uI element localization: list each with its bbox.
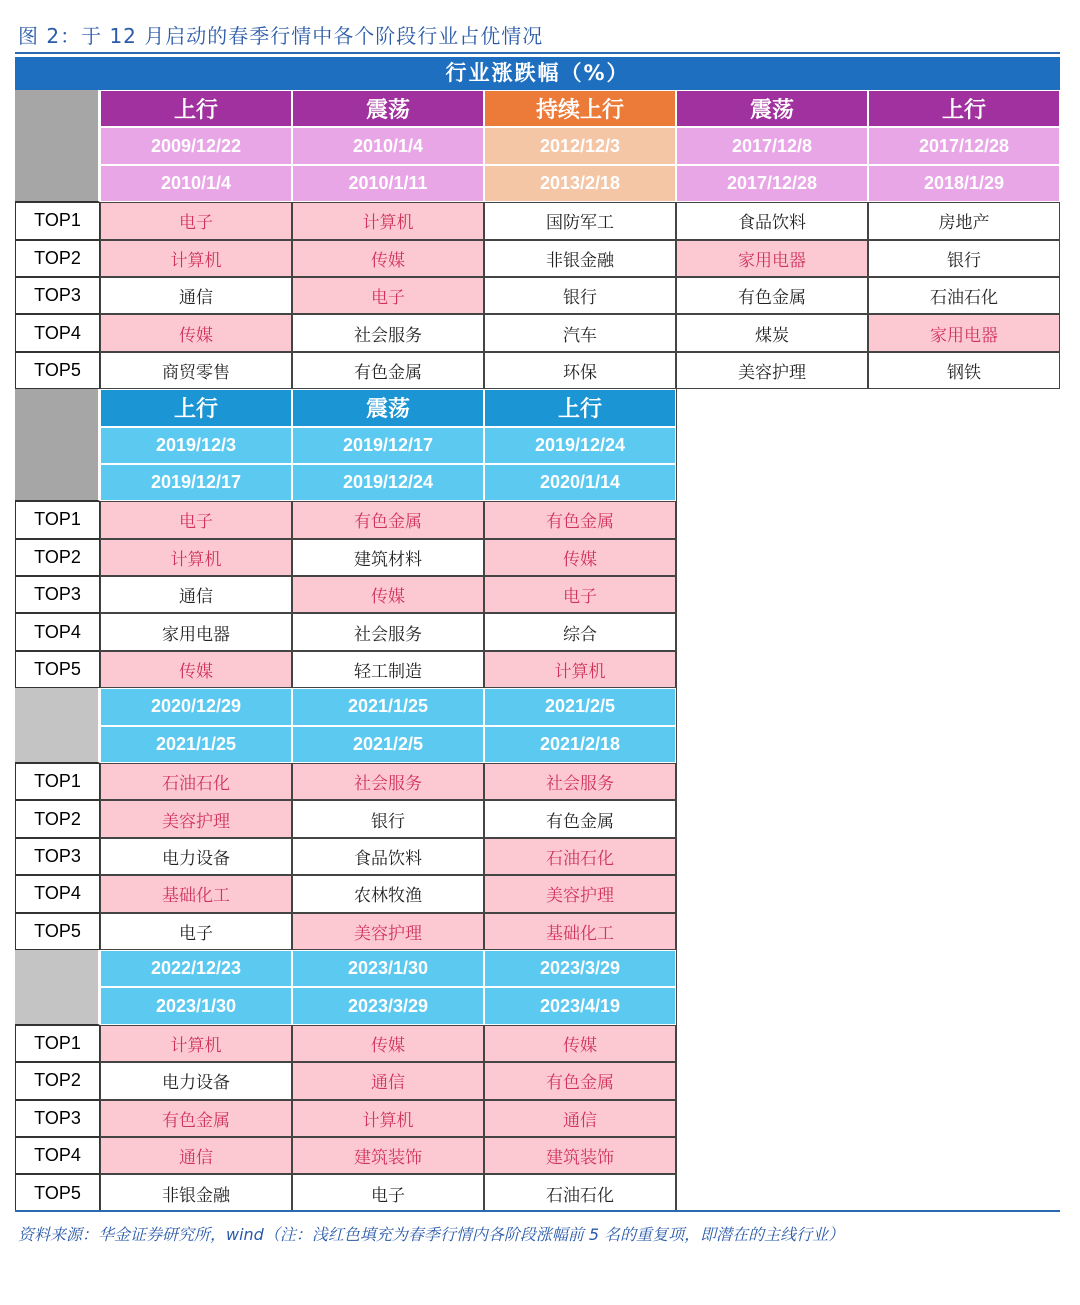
- industry-cell: 电子: [484, 576, 676, 613]
- industry-cell: 电力设备: [100, 1062, 292, 1099]
- industry-cell: 传媒: [484, 539, 676, 576]
- end-date: 2023/1/30: [100, 987, 292, 1024]
- header-row: [15, 726, 1060, 763]
- start-date: 2017/12/28: [868, 127, 1060, 164]
- rank-label: TOP3: [15, 277, 100, 314]
- end-date: 2020/1/14: [484, 464, 676, 501]
- industry-cell: 房地产: [868, 202, 1060, 239]
- header-row: [15, 950, 1060, 987]
- start-date: 2023/3/29: [484, 950, 676, 987]
- start-date: 2021/2/5: [484, 688, 676, 725]
- rank-label: TOP4: [15, 613, 100, 650]
- industry-cell: 通信: [484, 1100, 676, 1137]
- table-row: [15, 913, 1060, 950]
- table-row: [15, 240, 1060, 277]
- industry-cell: 计算机: [292, 202, 484, 239]
- industry-cell: 电子: [100, 202, 292, 239]
- start-date: 2012/12/3: [484, 127, 676, 164]
- industry-cell: 有色金属: [292, 352, 484, 389]
- start-date: 2023/1/30: [292, 950, 484, 987]
- industry-cell: 基础化工: [484, 913, 676, 950]
- industry-cell: 传媒: [292, 576, 484, 613]
- empty-area: [676, 688, 1060, 725]
- rank-label: TOP4: [15, 1137, 100, 1174]
- industry-cell: 石油石化: [868, 277, 1060, 314]
- rank-label: TOP2: [15, 240, 100, 277]
- empty-area: [676, 539, 1060, 576]
- industry-cell: 石油石化: [100, 763, 292, 800]
- industry-cell: 社会服务: [484, 763, 676, 800]
- industry-cell: 环保: [484, 352, 676, 389]
- industry-cell: 计算机: [100, 1025, 292, 1062]
- rank-label: TOP1: [15, 763, 100, 800]
- corner-cell: [15, 987, 100, 1024]
- rank-label: TOP3: [15, 1100, 100, 1137]
- empty-area: [676, 576, 1060, 613]
- rank-label: TOP2: [15, 1062, 100, 1099]
- table-banner: 行业涨跌幅（%）: [15, 57, 1060, 90]
- table-row: [15, 352, 1060, 389]
- rank-label: TOP1: [15, 202, 100, 239]
- end-date: 2021/2/5: [292, 726, 484, 763]
- title-rule: [15, 52, 1060, 54]
- rank-label: TOP2: [15, 800, 100, 837]
- rank-label: TOP2: [15, 539, 100, 576]
- industry-cell: 银行: [868, 240, 1060, 277]
- empty-area: [676, 987, 1060, 1024]
- table-row: [15, 613, 1060, 650]
- industry-cell: 电子: [100, 913, 292, 950]
- end-date: 2018/1/29: [868, 165, 1060, 202]
- corner-cell: [15, 165, 100, 202]
- bottom-rule: [15, 1210, 1060, 1212]
- industry-cell: 电子: [292, 1174, 484, 1211]
- industry-cell: 轻工制造: [292, 651, 484, 688]
- empty-area: [676, 1025, 1060, 1062]
- rank-label: TOP5: [15, 352, 100, 389]
- industry-cell: 家用电器: [868, 314, 1060, 351]
- industry-cell: 钢铁: [868, 352, 1060, 389]
- end-date: 2023/3/29: [292, 987, 484, 1024]
- industry-cell: 美容护理: [100, 800, 292, 837]
- empty-area: [676, 950, 1060, 987]
- start-date: 2010/1/4: [292, 127, 484, 164]
- industry-cell: 有色金属: [100, 1100, 292, 1137]
- empty-area: [676, 763, 1060, 800]
- industry-cell: 电子: [292, 277, 484, 314]
- empty-area: [676, 800, 1060, 837]
- rank-label: TOP3: [15, 838, 100, 875]
- end-date: 2021/2/18: [484, 726, 676, 763]
- header-row: [15, 464, 1060, 501]
- industry-cell: 传媒: [484, 1025, 676, 1062]
- start-date: 2019/12/24: [484, 427, 676, 464]
- industry-cell: 有色金属: [292, 501, 484, 538]
- rank-label: TOP4: [15, 314, 100, 351]
- empty-area: [676, 838, 1060, 875]
- end-date: 2021/1/25: [100, 726, 292, 763]
- trend-header: 震荡: [676, 90, 868, 127]
- industry-cell: 通信: [100, 576, 292, 613]
- empty-area: [676, 389, 1060, 426]
- end-date: 2019/12/17: [100, 464, 292, 501]
- industry-cell: 传媒: [100, 651, 292, 688]
- table-row: [15, 501, 1060, 538]
- industry-cell: 煤炭: [676, 314, 868, 351]
- start-date: 2009/12/22: [100, 127, 292, 164]
- industry-cell: 社会服务: [292, 314, 484, 351]
- industry-cell: 通信: [100, 1137, 292, 1174]
- industry-cell: 石油石化: [484, 1174, 676, 1211]
- end-date: 2013/2/18: [484, 165, 676, 202]
- empty-area: [676, 1062, 1060, 1099]
- trend-header: 上行: [868, 90, 1060, 127]
- start-date: 2017/12/8: [676, 127, 868, 164]
- corner-cell: [15, 427, 100, 464]
- corner-cell: [15, 389, 100, 426]
- rank-label: TOP3: [15, 576, 100, 613]
- empty-area: [676, 1100, 1060, 1137]
- table-row: [15, 763, 1060, 800]
- corner-cell: [15, 950, 100, 987]
- table-row: [15, 576, 1060, 613]
- table-row: [15, 1025, 1060, 1062]
- industry-cell: 有色金属: [484, 800, 676, 837]
- empty-area: [676, 913, 1060, 950]
- industry-cell: 建筑材料: [292, 539, 484, 576]
- empty-area: [676, 1174, 1060, 1211]
- industry-cell: 石油石化: [484, 838, 676, 875]
- industry-cell: 传媒: [292, 1025, 484, 1062]
- end-date: 2017/12/28: [676, 165, 868, 202]
- industry-cell: 美容护理: [484, 875, 676, 912]
- industry-cell: 银行: [292, 800, 484, 837]
- source-note: 资料来源：华金证券研究所，wind（注：浅红色填充为春季行情内各阶段涨幅前 5 名的重复项，即潜在的主线行业）: [18, 1225, 845, 1244]
- industry-cell: 基础化工: [100, 875, 292, 912]
- industry-cell: 综合: [484, 613, 676, 650]
- industry-cell: 计算机: [292, 1100, 484, 1137]
- industry-cell: 传媒: [100, 314, 292, 351]
- start-date: 2019/12/17: [292, 427, 484, 464]
- industry-cell: 食品饮料: [676, 202, 868, 239]
- start-date: 2022/12/23: [100, 950, 292, 987]
- industry-cell: 美容护理: [676, 352, 868, 389]
- table-row: [15, 202, 1060, 239]
- header-row: [15, 127, 1060, 164]
- empty-area: [676, 1137, 1060, 1174]
- rank-label: TOP5: [15, 651, 100, 688]
- table-row: [15, 800, 1060, 837]
- header-row: [15, 688, 1060, 725]
- table-row: [15, 277, 1060, 314]
- industry-cell: 建筑装饰: [484, 1137, 676, 1174]
- corner-cell: [15, 464, 100, 501]
- industry-cell: 农林牧渔: [292, 875, 484, 912]
- start-date: 2021/1/25: [292, 688, 484, 725]
- empty-area: [676, 726, 1060, 763]
- trend-header: 持续上行: [484, 90, 676, 127]
- rank-label: TOP5: [15, 913, 100, 950]
- industry-cell: 有色金属: [484, 501, 676, 538]
- trend-header: 上行: [484, 389, 676, 426]
- industry-cell: 家用电器: [100, 613, 292, 650]
- trend-header: 震荡: [292, 90, 484, 127]
- industry-cell: 计算机: [100, 539, 292, 576]
- header-row: [15, 427, 1060, 464]
- table-row: [15, 539, 1060, 576]
- corner-cell: [15, 90, 100, 127]
- end-date: 2010/1/11: [292, 165, 484, 202]
- industry-cell: 电力设备: [100, 838, 292, 875]
- rank-label: TOP4: [15, 875, 100, 912]
- empty-area: [676, 613, 1060, 650]
- empty-area: [676, 464, 1060, 501]
- start-date: 2020/12/29: [100, 688, 292, 725]
- rank-label: TOP1: [15, 501, 100, 538]
- empty-area: [676, 501, 1060, 538]
- industry-cell: 通信: [100, 277, 292, 314]
- trend-header: 上行: [100, 90, 292, 127]
- industry-cell: 非银金融: [100, 1174, 292, 1211]
- corner-cell: [15, 688, 100, 725]
- industry-cell: 汽车: [484, 314, 676, 351]
- corner-cell: [15, 726, 100, 763]
- industry-cell: 通信: [292, 1062, 484, 1099]
- figure-title: 图 2：于 12 月启动的春季行情中各个阶段行业占优情况: [18, 24, 544, 48]
- rank-label: TOP1: [15, 1025, 100, 1062]
- end-date: 2019/12/24: [292, 464, 484, 501]
- table-row: [15, 1062, 1060, 1099]
- industry-cell: 社会服务: [292, 763, 484, 800]
- industry-cell: 银行: [484, 277, 676, 314]
- industry-cell: 电子: [100, 501, 292, 538]
- table-row: [15, 1137, 1060, 1174]
- empty-area: [676, 651, 1060, 688]
- table-row: [15, 314, 1060, 351]
- table-row: [15, 1174, 1060, 1211]
- table-row: [15, 651, 1060, 688]
- industry-cell: 社会服务: [292, 613, 484, 650]
- start-date: 2019/12/3: [100, 427, 292, 464]
- industry-cell: 食品饮料: [292, 838, 484, 875]
- industry-cell: 传媒: [292, 240, 484, 277]
- industry-table: [15, 57, 1060, 1212]
- table-row: [15, 838, 1060, 875]
- header-row: [15, 165, 1060, 202]
- industry-cell: 家用电器: [676, 240, 868, 277]
- header-row: [15, 987, 1060, 1024]
- industry-cell: 美容护理: [292, 913, 484, 950]
- header-row: [15, 90, 1060, 127]
- industry-cell: 建筑装饰: [292, 1137, 484, 1174]
- end-date: 2023/4/19: [484, 987, 676, 1024]
- industry-cell: 有色金属: [676, 277, 868, 314]
- industry-cell: 国防军工: [484, 202, 676, 239]
- industry-cell: 商贸零售: [100, 352, 292, 389]
- corner-cell: [15, 127, 100, 164]
- empty-area: [676, 427, 1060, 464]
- end-date: 2010/1/4: [100, 165, 292, 202]
- table-row: [15, 1100, 1060, 1137]
- empty-area: [676, 875, 1060, 912]
- trend-header: 上行: [100, 389, 292, 426]
- industry-cell: 计算机: [100, 240, 292, 277]
- industry-cell: 非银金融: [484, 240, 676, 277]
- table-row: [15, 875, 1060, 912]
- trend-header: 震荡: [292, 389, 484, 426]
- header-row: [15, 389, 1060, 426]
- rank-label: TOP5: [15, 1174, 100, 1211]
- industry-cell: 有色金属: [484, 1062, 676, 1099]
- industry-cell: 计算机: [484, 651, 676, 688]
